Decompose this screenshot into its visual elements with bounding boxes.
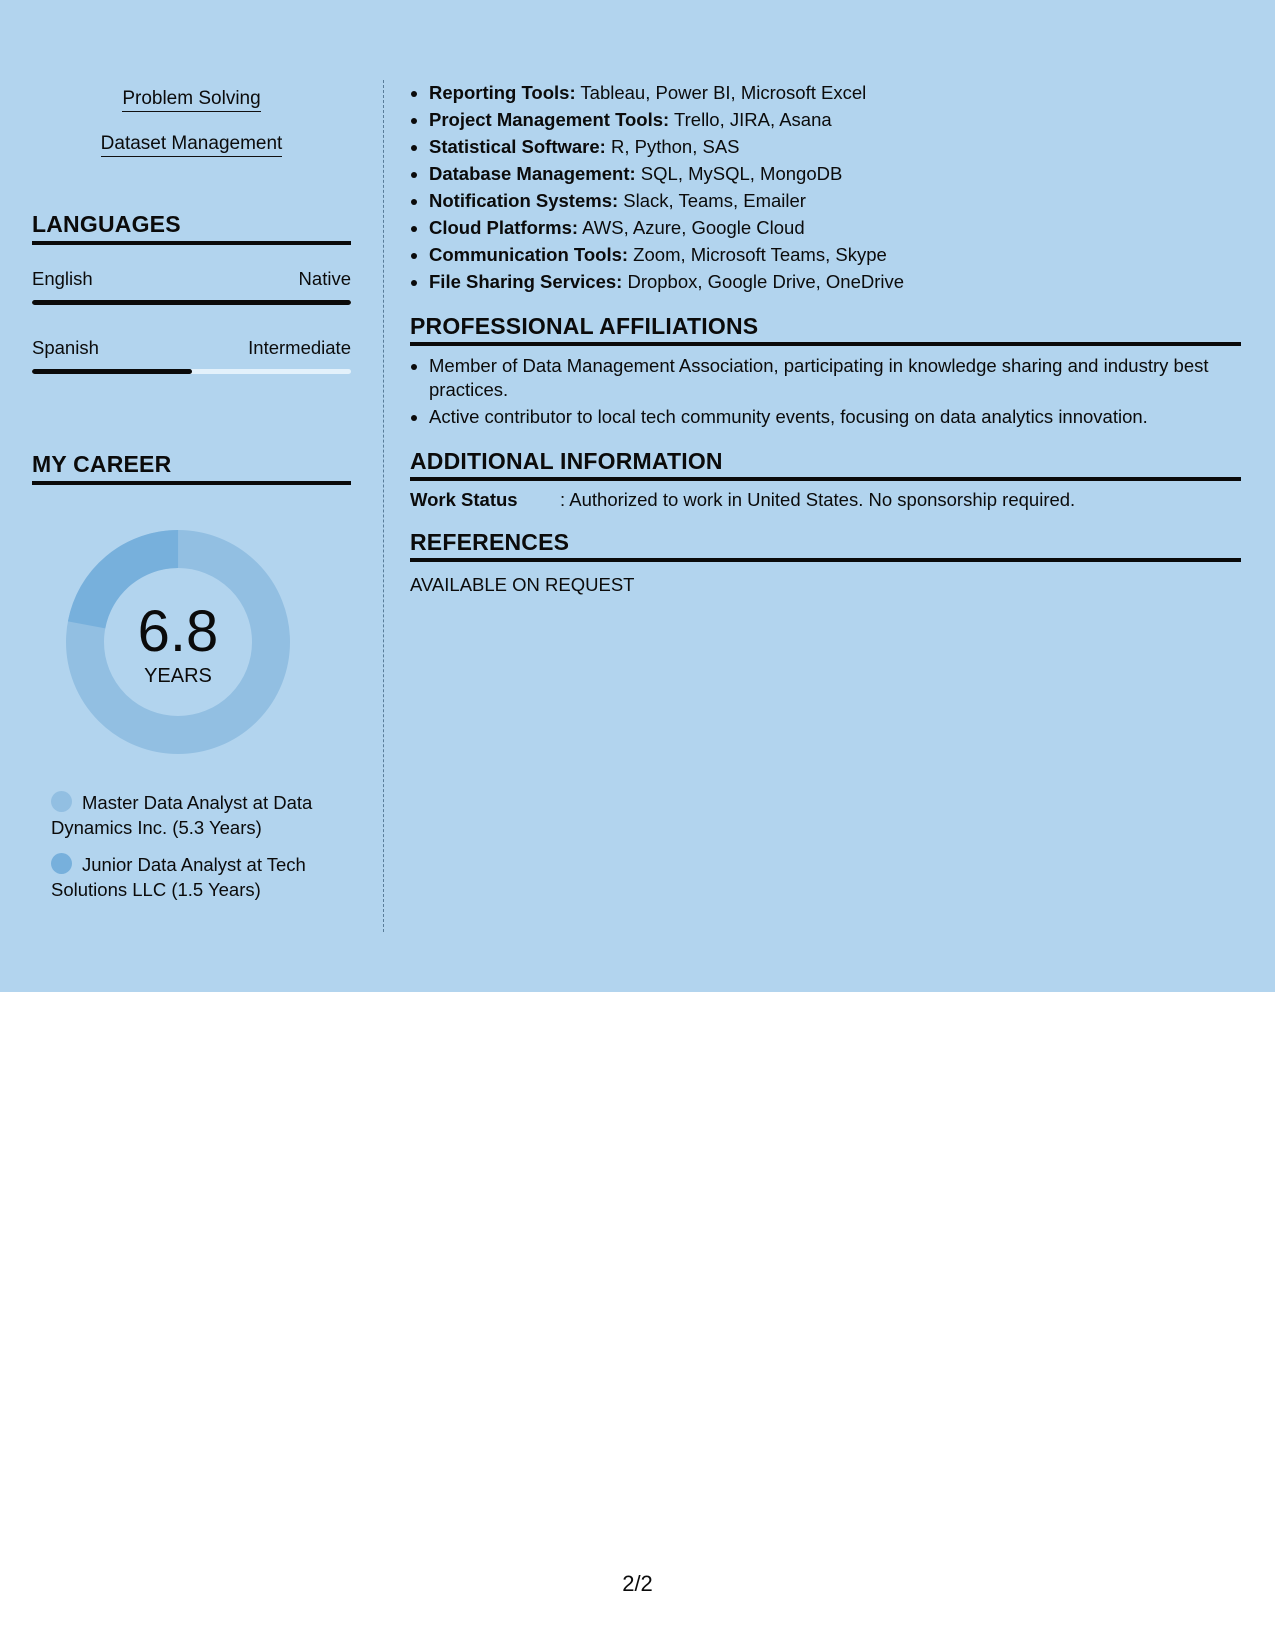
language-proficiency-bar [32,369,351,374]
tool-category: File Sharing Services: [429,271,623,292]
tools-item [429,106,1241,133]
language-name: English [32,268,93,289]
skill-tag [32,133,351,157]
skill-label: Problem Solving [122,88,260,112]
tools-item [429,268,1241,295]
affiliation-item: • Active contributor to local tech community events, focusing on data analytics innovation. [429,405,1241,429]
tool-category: Cloud Platforms: [429,217,579,238]
language-level: Native [298,268,351,289]
tools-list [410,79,1241,295]
tools-item [429,187,1241,214]
tool-values: AWS, Azure, Google Cloud [578,217,805,238]
tool-category: Communication Tools: [429,244,629,265]
affiliation-item: • Member of Data Management Association, participating in knowledge sharing and industry best practices. [429,354,1241,402]
skill-label: Dataset Management [101,133,283,157]
tools-item [429,214,1241,241]
tool-category: Database Management: [429,163,636,184]
languages-heading: LANGUAGES [32,211,351,245]
career-donut-chart [66,530,290,754]
tools-item [429,160,1241,187]
tool-category: Notification Systems: [429,190,619,211]
affiliations-list [410,354,1241,432]
career-legend-item [51,852,341,902]
career-total-unit: YEARS [144,665,212,687]
work-status-label: Work Status [410,489,518,510]
career-heading: MY CAREER [32,451,351,485]
language-name: Spanish [32,337,99,358]
column-divider [383,80,384,932]
career-legend-item [51,790,341,840]
tool-values: Slack, Teams, Emailer [618,190,806,211]
tool-values: Dropbox, Google Drive, OneDrive [622,271,905,292]
work-status-value: : Authorized to work in United States. No sponsorship required. [560,489,1076,510]
legend-dot [51,853,72,874]
career-role-label: Junior Data Analyst at Tech Solutions LLC (1.5 Years) [51,854,306,900]
references-text: AVAILABLE ON REQUEST [410,574,635,595]
additional-info-heading: ADDITIONAL INFORMATION [410,447,1241,481]
references-heading: REFERENCES [410,528,1241,562]
tool-values: Trello, JIRA, Asana [669,109,832,130]
language-proficiency-fill [32,300,351,305]
language-proficiency-bar [32,300,351,305]
language-level: Intermediate [248,337,351,358]
tools-item [429,79,1241,106]
skill-tag [32,88,351,112]
tool-values: R, Python, SAS [605,136,740,157]
tool-values: Tableau, Power BI, Microsoft Excel [575,82,867,103]
tools-item [429,133,1241,160]
legend-dot [51,791,72,812]
tool-category: Statistical Software: [429,136,606,157]
tool-category: Project Management Tools: [429,109,670,130]
tool-category: Reporting Tools: [429,82,576,103]
language-proficiency-fill [32,369,192,374]
page-number: 2/2 [622,1571,653,1596]
tool-values: Zoom, Microsoft Teams, Skype [628,244,887,265]
affiliations-heading: PROFESSIONAL AFFILIATIONS [410,312,1241,346]
tools-item [429,241,1241,268]
career-role-label: Master Data Analyst at Data Dynamics Inc. (5.3 Years) [51,792,313,838]
career-total-value: 6.8 [137,599,219,664]
tool-values: SQL, MySQL, MongoDB [635,163,843,184]
